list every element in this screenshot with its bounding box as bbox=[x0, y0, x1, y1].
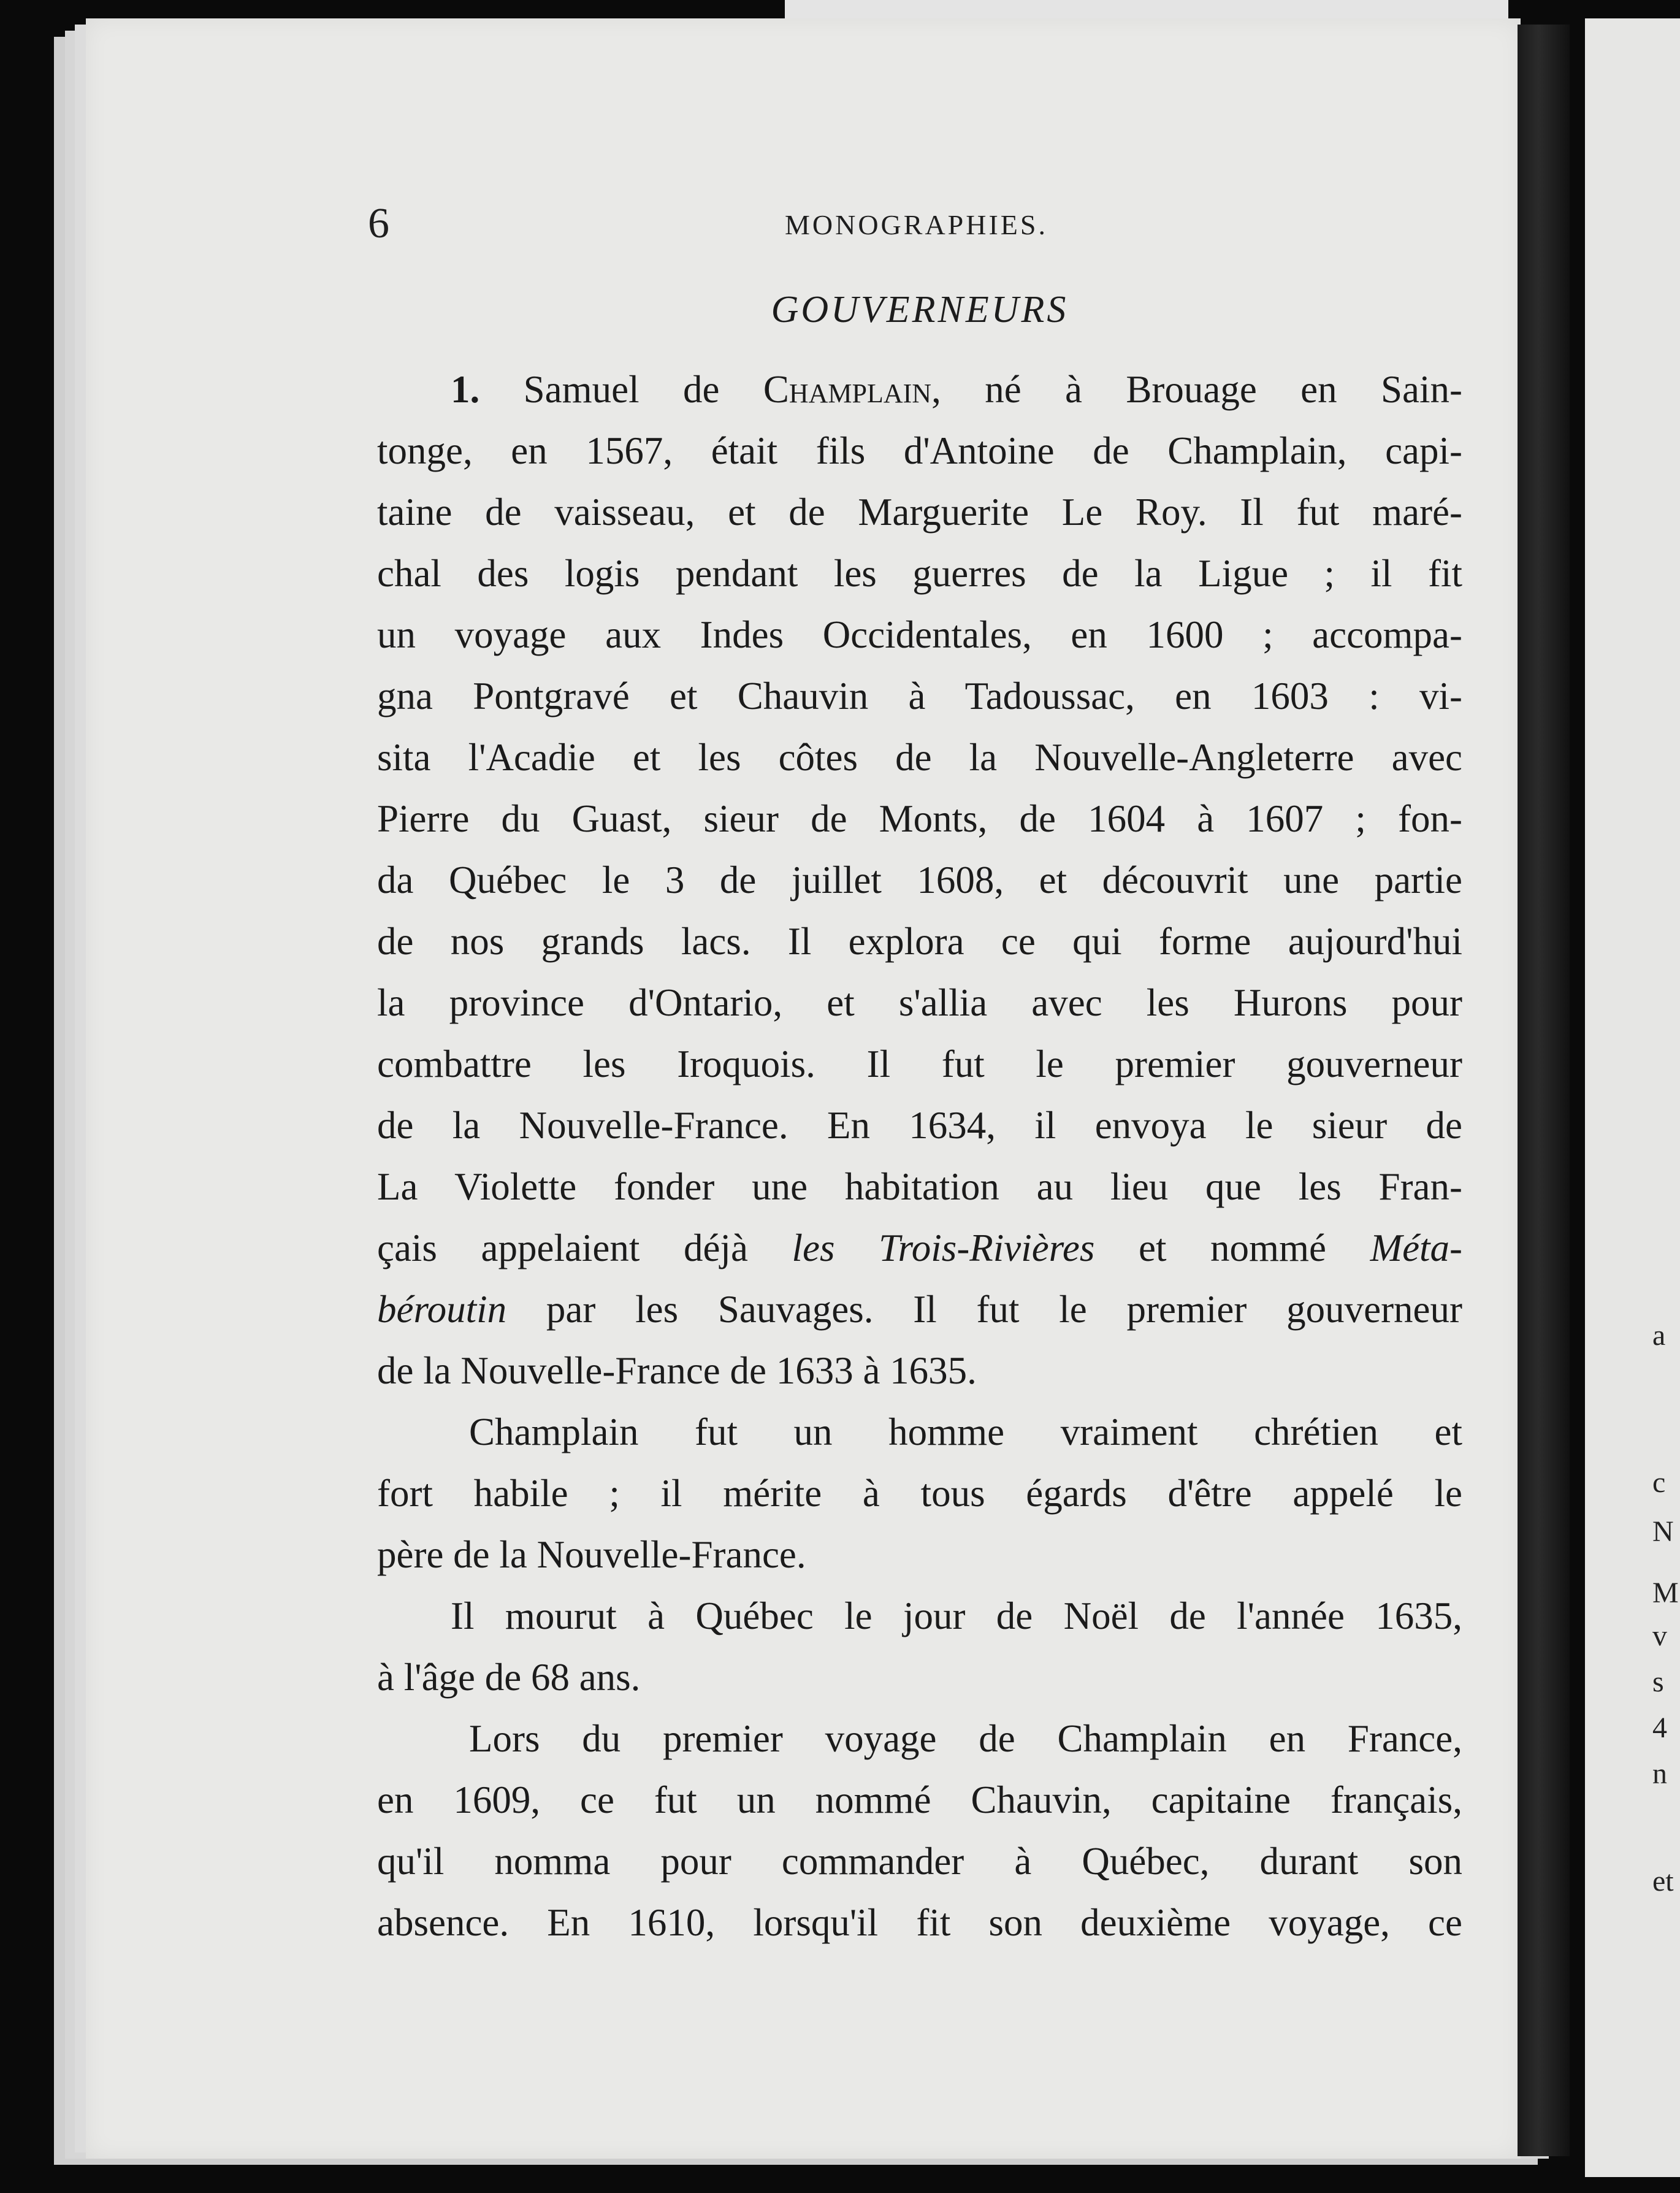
text-line: à l'âge de 68 ans. bbox=[377, 1656, 641, 1699]
text-line: chal des logis pendant les guerres de la Ligue ; il fit bbox=[377, 552, 1462, 595]
facing-page-fragment: et bbox=[1652, 1865, 1674, 1897]
facing-page-fragment: M bbox=[1652, 1577, 1679, 1609]
section-title: GOUVERNEURS bbox=[771, 289, 1069, 331]
text-line: de la Nouvelle-France de 1633 à 1635. bbox=[377, 1349, 977, 1392]
facing-page-fragment: s bbox=[1652, 1666, 1664, 1698]
text-line: fort habile ; il mérite à tous égards d'être appelé le bbox=[377, 1472, 1462, 1515]
text-line: Il mourut à Québec le jour de Noël de l'année 1635, bbox=[451, 1594, 1462, 1637]
facing-page-fragment: a bbox=[1652, 1319, 1666, 1352]
page-number: 6 bbox=[368, 200, 389, 247]
text-line: gna Pontgravé et Chauvin à Tadoussac, en 1603 : vi- bbox=[377, 675, 1462, 718]
text-line: La Violette fonder une habitation au lieu que les Fran- bbox=[377, 1165, 1462, 1208]
text-line: tonge, en 1567, était fils d'Antoine de Champlain, capi- bbox=[377, 429, 1462, 472]
facing-page-fragment: n bbox=[1652, 1758, 1667, 1790]
text-line: de la Nouvelle-France. En 1634, il envoya le sieur de bbox=[377, 1104, 1462, 1147]
facing-page-fragment: 4 bbox=[1652, 1712, 1667, 1744]
text-line: da Québec le 3 de juillet 1608, et découvrit une partie bbox=[377, 859, 1462, 901]
entry-number: 1. bbox=[451, 368, 480, 411]
text-line: çais appelaient déjà les Trois-Rivières et nommé Méta- bbox=[377, 1227, 1462, 1269]
text-line: Champlain fut un homme vraiment chrétien et bbox=[469, 1410, 1462, 1453]
text-line: un voyage aux Indes Occidentales, en 1600 ; accompa- bbox=[377, 613, 1462, 656]
facing-page-fragment: N bbox=[1652, 1515, 1674, 1548]
text-line: taine de vaisseau, et de Marguerite Le Roy. Il fut maré- bbox=[377, 491, 1462, 534]
text-line: Lors du premier voyage de Champlain en France, bbox=[469, 1717, 1462, 1760]
text-line: qu'il nomma pour commander à Québec, durant son bbox=[377, 1840, 1462, 1883]
text-line: Pierre du Guast, sieur de Monts, de 1604 à 1607 ; fon- bbox=[377, 797, 1462, 840]
text-line: en 1609, ce fut un nommé Chauvin, capitaine français, bbox=[377, 1778, 1462, 1821]
text-line: béroutin par les Sauvages. Il fut le premier gouverneur bbox=[377, 1288, 1462, 1331]
text-line: père de la Nouvelle-France. bbox=[377, 1533, 806, 1576]
text-line: absence. En 1610, lorsqu'il fit son deuxième voyage, ce bbox=[377, 1901, 1462, 1944]
text-line: de nos grands lacs. Il explora ce qui forme aujourd'hui bbox=[377, 920, 1462, 963]
person-name: Champlain bbox=[763, 368, 932, 411]
text-line: la province d'Ontario, et s'allia avec les Hurons pour bbox=[377, 981, 1462, 1024]
facing-page-edge bbox=[1585, 18, 1680, 2177]
body-text bbox=[377, 359, 1462, 1953]
running-title: MONOGRAPHIES. bbox=[785, 209, 1048, 240]
text-line: 1. Samuel de Champlain, né à Brouage en Sain- bbox=[451, 368, 1462, 411]
text-line: sita l'Acadie et les côtes de la Nouvelle-Angleterre avec bbox=[377, 736, 1462, 779]
facing-page-fragment: v bbox=[1652, 1620, 1667, 1652]
text-line: combattre les Iroquois. Il fut le premier gouverneur bbox=[377, 1043, 1462, 1085]
facing-page-fragment: c bbox=[1652, 1466, 1666, 1499]
book-spine bbox=[1518, 25, 1570, 2156]
